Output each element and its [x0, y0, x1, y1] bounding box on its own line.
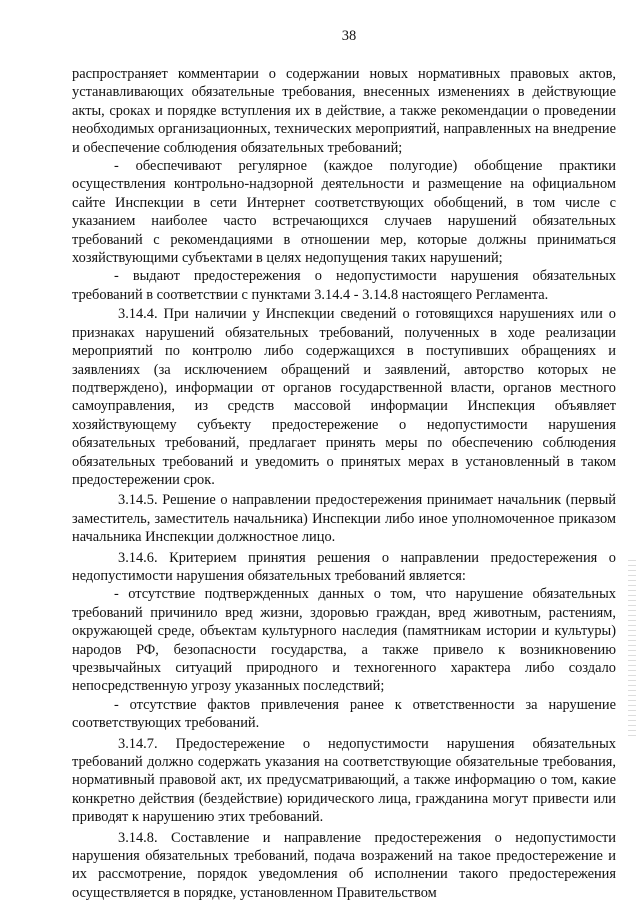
paragraph-bullet-practice: - обеспечивают регулярное (каждое полугодие) обобщение практики осуществления контрольно-надзорной деятельности и размещение на официальном сайте Инспекции в сети Интернет соответствующих обобщений, в том числе с указанием наиболее часто встречающихся случаев нарушений обязательных требований с рекомендациями в отношении мер, которые должны приниматься хозяйствующими субъектами в целях недопущения таких нарушений;: [72, 158, 616, 267]
paragraph-3-14-7: 3.14.7. Предостережение о недопустимости нарушения обязательных требований должно содержать указания на соответствующие обязательные требования, нормативный правовой акт, их предусматривающий, а также информацию о том, какие конкретно действия (бездействие) юридического лица, гражданина могут привести или приводят к нарушению этих требований.: [72, 735, 616, 826]
paragraph-3-14-8: 3.14.8. Составление и направление предостережения о недопустимости нарушения обязательных требований, подача возражений на такое предостережение и их рассмотрение, порядок уведомления об исполнении такого предостережения осуществляется в порядке, установленном Правительством: [72, 829, 616, 901]
paragraph-bullet-warnings: - выдают предостережения о недопустимости нарушения обязательных требований в соответствии с пунктами 3.14.4 - 3.14.8 настоящего Регламента.: [72, 268, 616, 303]
paragraph-3-14-4: 3.14.4. При наличии у Инспекции сведений о готовящихся нарушениях или о признаках нарушений обязательных требований, полученных в ходе реализации мероприятий по контролю либо содержащихся в поступивших обращениях и заявлениях (за исключением обращений и заявлений, авторство которых не подтверждено), информации от органов государственной власти, органов местного самоуправления, из средств массовой информации Инспекция объявляет хозяйствующему субъекту предостережение о недопустимости нарушения обязательных требований, предлагает принять меры по обеспечению соблюдения обязательных требований и уведомить о принятых мерах в установленный в таком предостережении срок.: [72, 306, 616, 488]
paragraph-3-14-6: 3.14.6. Критерием принятия решения о направлении предостережения о недопустимости нарушения обязательных требований является:: [72, 549, 616, 584]
paragraph-3-14-5: 3.14.5. Решение о направлении предостережения принимает начальник (первый заместитель, заместитель начальника) Инспекции либо иное уполномоченное приказом начальника Инспекции должностное лицо.: [72, 492, 616, 546]
document-body: [72, 65, 616, 902]
paragraph-criterion-2: - отсутствие фактов привлечения ранее к ответственности за нарушение соответствующих требований.: [72, 696, 616, 732]
page-number: 38: [341, 28, 357, 44]
paragraph-continuation: распространяет комментарии о содержании новых нормативных правовых актов, устанавливающих обязательные требования, внесенных изменениях в действующие акты, сроках и порядке вступления их в действие, а также рекомендации о проведении необходимых организационных, технических мероприятий, направленных на внедрение и обеспечение соблюдения обязательных требований;: [72, 66, 616, 156]
paragraph-criterion-1: - отсутствие подтвержденных данных о том, что нарушение обязательных требований причинило вред жизни, здоровью граждан, вред животным, растениям, окружающей среде, объектам культурного наследия (памятникам истории и культуры) народов РФ, безопасности государства, а также привело к возникновению чрезвычайных ситуаций природного и техногенного характера либо создало непосредственную угрозу указанных последствий;: [72, 586, 616, 695]
scan-edge-noise: [628, 560, 636, 740]
